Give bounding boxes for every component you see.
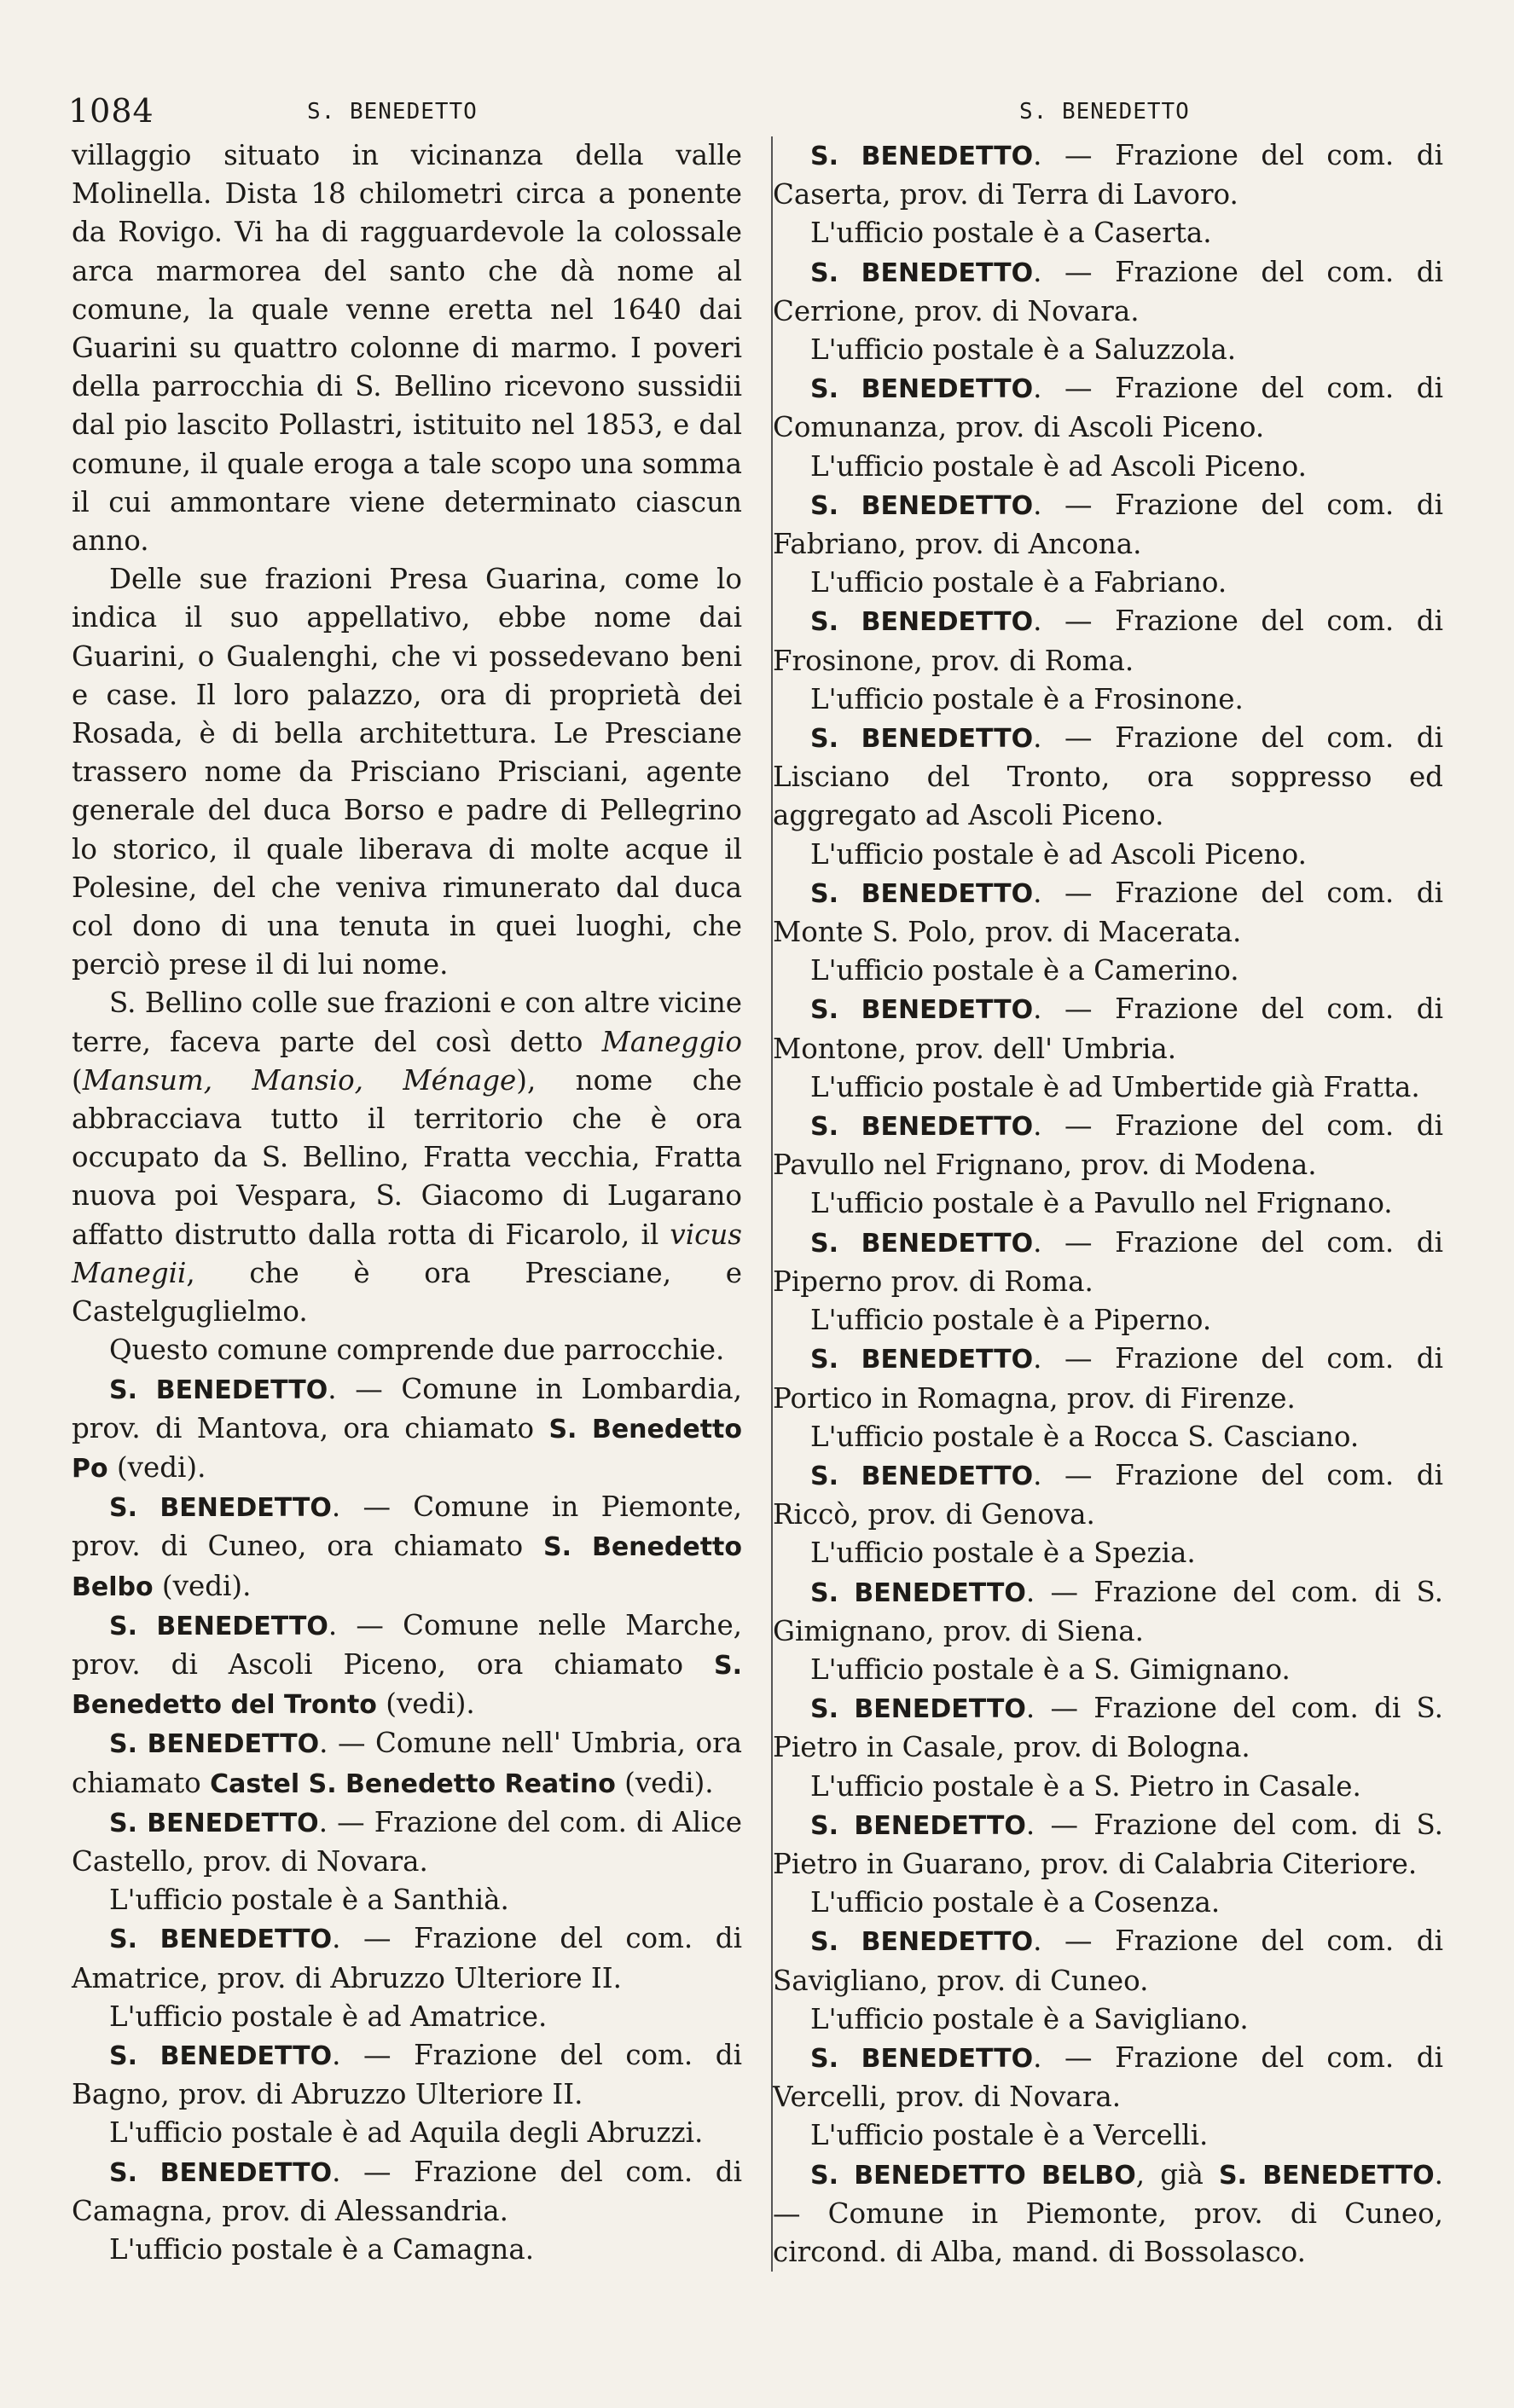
entry: S. BENEDETTO. — Frazione del com. di S. Pietro in Casale, prov. di Bologna. <box>773 1692 1443 1764</box>
entry: S. BENEDETTO. — Frazione del com. di Caserta, prov. di Terra di Lavoro. <box>773 139 1444 211</box>
entry: S. BENEDETTO. — Comune in Lombardia, prov. di Mantova, ora chiamato S. Benedetto Po (vedi). <box>72 1372 743 1484</box>
running-head-left: S. BENEDETTO <box>307 99 478 124</box>
entry: S. BENEDETTO. — Frazione del com. di S. Gimignano, prov. di Siena. <box>773 1575 1443 1647</box>
entry: S. BENEDETTO. — Frazione del com. di Riccò, prov. di Genova. <box>773 1458 1444 1531</box>
entry: S. BENEDETTO. — Frazione del com. di Bagno, prov. di Abruzzo Ulteriore II. <box>72 2038 743 2111</box>
entry: S. BENEDETTO. — Frazione del com. di Cerrione, prov. di Novara. <box>773 255 1444 327</box>
postal-note: L'ufficio postale è a S. Pietro in Casale. <box>810 1769 1361 1803</box>
postal-note: L'ufficio postale è a Saluzzola. <box>810 333 1237 367</box>
page-header <box>0 92 1514 143</box>
entry: S. BENEDETTO. — Comune in Piemonte, prov. di Cuneo, ora chiamato S. Benedetto Belbo (vedi). <box>72 1491 743 1602</box>
paragraph: villaggio situato in vicinanza della valle Molinella. Dista 18 chilometri circa a ponente da Rovigo. Vi ha di ragguardevole la colossale arca marmorea del santo che dà nome al comune, la quale venne eretta nel 1640 dai Guarini su quattro colonne di marmo. I poveri della parrocchia di S. Bellino ricevono sussidii dal pio lascito Pollastri, istituito nel 1853, e dal comune, il quale eroga a tale scopo una somma il cui ammontare viene determinato ciascun anno. <box>72 139 742 558</box>
entry: S. BENEDETTO. — Frazione del com. di Camagna, prov. di Alessandria. <box>72 2155 743 2227</box>
entry: S. BENEDETTO. — Comune nell' Umbria, ora chiamato Castel S. Benedetto Reatino (vedi). <box>72 1727 742 1799</box>
entry: S. BENEDETTO. — Frazione del com. di Portico in Romagna, prov. di Firenze. <box>773 1342 1444 1415</box>
entry: S. BENEDETTO. — Comune nelle Marche, prov. di Ascoli Piceno, ora chiamato S. Benedetto del Tronto (vedi). <box>72 1608 743 1721</box>
paragraph: S. Bellino colle sue frazioni e con altre vicine terre, faceva parte del così detto Maneggio (Mansum, Mansio, Ménage), nome che abbracciava tutto il territorio che è ora occupato da S. Bellino, Fratta vecchia, Fratta nuova poi Vespara, S. Giacomo di Lugarano affatto distrutto dalla rotta di Ficarolo, il vicus Manegii, che è ora Presciane, e Castelguglielmo. <box>72 987 743 1328</box>
entry: S. BENEDETTO. — Frazione del com. di Savigliano, prov. di Cuneo. <box>773 1925 1444 1997</box>
postal-note: L'ufficio postale è ad Aquila degli Abruzzi. <box>109 2116 704 2150</box>
paragraph: Questo comune comprende due parrocchie. <box>109 1334 725 1367</box>
paragraph: Delle sue frazioni Presa Guarina, come lo indica il suo appellativo, ebbe nome dai Guarini, o Gualenghi, che vi possedevano beni e case. Il loro palazzo, ora di proprietà dei Rosada, è di bella architettura. Le Presciane trassero nome da Prisciano Prisciani, agente generale del duca Borso e padre di Pellegrino lo storico, il quale liberava di molte acque il Polesine, del che veniva rimunerato dal duca col dono di una tenuta in quei luoghi, che perciò prese il di lui nome. <box>72 563 742 981</box>
postal-note: L'ufficio postale è a S. Gimignano. <box>810 1653 1291 1686</box>
entry: S. BENEDETTO. — Frazione del com. di Montone, prov. dell' Umbria. <box>773 993 1444 1065</box>
entry: S. BENEDETTO. — Frazione del com. di Vercelli, prov. di Novara. <box>773 2040 1444 2114</box>
postal-note: L'ufficio postale è a Camerino. <box>810 954 1239 987</box>
entry: S. BENEDETTO. — Frazione del com. di Frosinone, prov. di Roma. <box>773 605 1444 677</box>
postal-note: L'ufficio postale è a Rocca S. Casciano. <box>810 1420 1360 1453</box>
postal-note: L'ufficio postale è a Piperno. <box>810 1304 1212 1337</box>
postal-note: L'ufficio postale è a Spezia. <box>810 1537 1196 1570</box>
entry: S. BENEDETTO BELBO, già S. BENEDETTO. — Comune in Piemonte, prov. di Cuneo, circond. di Alba, mand. di Bossolasco. <box>773 2157 1444 2268</box>
entry: S. BENEDETTO. — Frazione del com. di Piperno prov. di Roma. <box>773 1225 1444 1298</box>
postal-note: L'ufficio postale è a Savigliano. <box>810 2002 1249 2035</box>
right-column <box>771 136 1443 2272</box>
page-number: 1084 <box>68 92 154 130</box>
entry: S. BENEDETTO. — Frazione del com. di Comunanza, prov. di Ascoli Piceno. <box>773 372 1444 444</box>
postal-note: L'ufficio postale è a Vercelli. <box>810 2119 1209 2152</box>
entry: S. BENEDETTO. — Frazione del com. di Pavullo nel Frignano, prov. di Modena. <box>773 1109 1444 1182</box>
running-head-right: S. BENEDETTO <box>1019 99 1190 124</box>
postal-note: L'ufficio postale è a Cosenza. <box>810 1886 1221 1919</box>
postal-note: L'ufficio postale è ad Amatrice. <box>109 2000 548 2033</box>
entry: S. BENEDETTO. — Frazione del com. di Alice Castello, prov. di Novara. <box>72 1805 742 1878</box>
postal-note: L'ufficio postale è a Camagna. <box>109 2232 535 2266</box>
entry: S. BENEDETTO. — Frazione del com. di S. Pietro in Guarano, prov. di Calabria Citeriore. <box>773 1808 1443 1880</box>
entry: S. BENEDETTO. — Frazione del com. di Lisciano del Tronto, ora soppresso ed aggregato ad Ascoli Piceno. <box>773 721 1444 832</box>
postal-note: L'ufficio postale è a Pavullo nel Frignano. <box>810 1187 1393 1220</box>
postal-note: L'ufficio postale è ad Ascoli Piceno. <box>810 449 1307 483</box>
entry: S. BENEDETTO. — Frazione del com. di Fabriano, prov. di Ancona. <box>773 488 1444 561</box>
left-column <box>72 136 742 2269</box>
postal-note: L'ufficio postale è ad Umbertide già Fratta. <box>810 1070 1420 1103</box>
postal-note: L'ufficio postale è a Fabriano. <box>810 566 1227 599</box>
entry: S. BENEDETTO. — Frazione del com. di Monte S. Polo, prov. di Macerata. <box>773 876 1444 949</box>
postal-note: L'ufficio postale è a Frosinone. <box>810 682 1244 715</box>
postal-note: L'ufficio postale è ad Ascoli Piceno. <box>810 837 1307 871</box>
postal-note: L'ufficio postale è a Caserta. <box>810 217 1212 250</box>
entry: S. BENEDETTO. — Frazione del com. di Amatrice, prov. di Abruzzo Ulteriore II. <box>72 1922 743 1994</box>
postal-note: L'ufficio postale è a Santhià. <box>109 1884 509 1917</box>
